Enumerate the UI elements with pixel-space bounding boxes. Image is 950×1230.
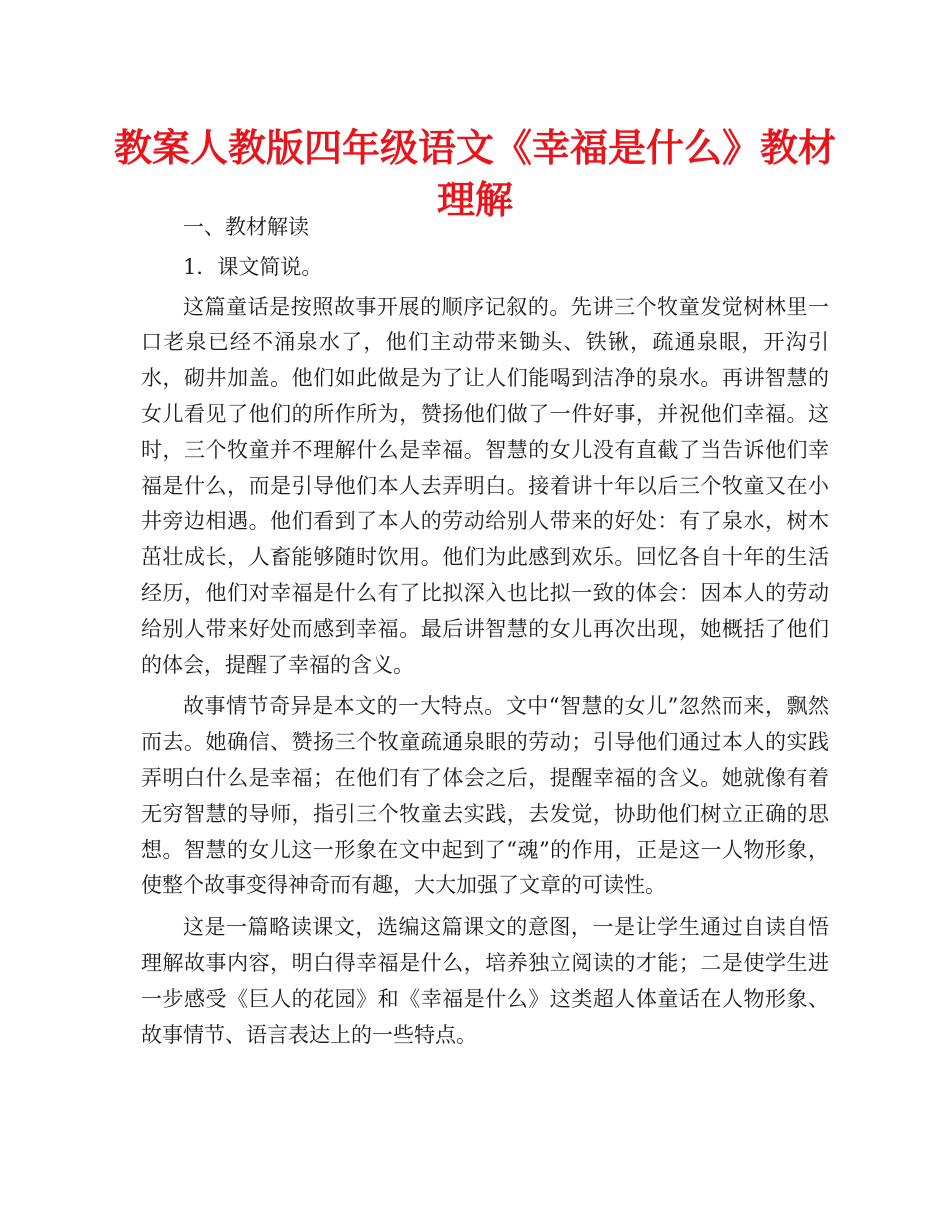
document-body (141, 210, 829, 1059)
document-title: 教案人教版四年级语文《幸福是什么》教材理解 (113, 126, 836, 222)
subsection-heading: 1．课文简说。 (183, 254, 323, 279)
paragraph: 这是一篇略读课文，选编这篇课文的意图，一是让学生通过自读自悟理解故事内容，明白得幸福是什么，培养独立阅读的才能；二是使学生进一步感受《巨人的花园》和《幸福是什么》这类超人体童话在人物形象、故事情节、语言表达上的一些特点。 (141, 915, 829, 1047)
paragraph: 故事情节奇异是本文的一大特点。文中“智慧的女儿”忽然而来，飘然而去。她确信、赞扬三个牧童疏通泉眼的劳动；引导他们通过本人的实践弄明白什么是幸福；在他们有了体会之后，提醒幸福的含义。她就像有着无穷智慧的导师，指引三个牧童去实践，去发觉，协助他们树立正确的思想。智慧的女儿这一形象在文中起到了“魂”的作用，正是这一人物形象，使整个故事变得神奇而有趣，大大加强了文章的可读性。 (141, 694, 829, 898)
paragraph: 这篇童话是按照故事开展的顺序记叙的。先讲三个牧童发觉树林里一口老泉已经不涌泉水了，他们主动带来锄头、铁锹，疏通泉眼，开沟引水，砌井加盖。他们如此做是为了让人们能喝到洁净的泉水。再讲智慧的女儿看见了他们的所作所为，赞扬他们做了一件好事，并祝他们幸福。这时，三个牧童并不理解什么是幸福。智慧的女儿没有直截了当告诉他们幸福是什么，而是引导他们本人去弄明白。接着讲十年以后三个牧童又在小井旁边相遇。他们看到了本人的劳动给别人带来的好处：有了泉水，树木茁壮成长，人畜能够随时饮用。他们为此感到欢乐。回忆各自十年的生活经历，他们对幸福是什么有了比拟深入也比拟一致的体会：因本人的劳动给别人带来好处而感到幸福。最后讲智慧的女儿再次出现，她概括了他们的体会，提醒了幸福的含义。 (141, 294, 829, 677)
section-heading: 一、教材解读 (183, 215, 309, 239)
